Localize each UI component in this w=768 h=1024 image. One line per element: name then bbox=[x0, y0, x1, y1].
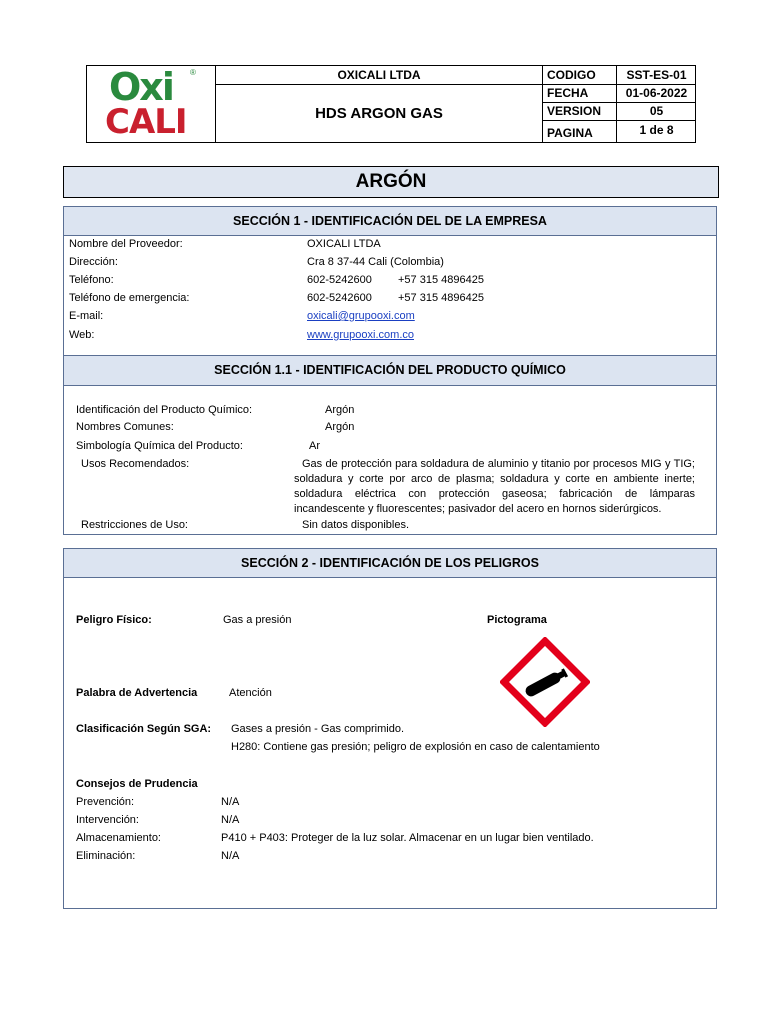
signal-word-label: Palabra de Advertencia bbox=[76, 687, 198, 699]
recommended-uses-label: Usos Recomendados: bbox=[81, 458, 190, 470]
meta-key: CODIGO bbox=[543, 66, 617, 84]
gas-cylinder-icon bbox=[500, 637, 590, 727]
meta-value: 01-06-2022 bbox=[625, 86, 688, 100]
logo-cali-text: CALI bbox=[105, 102, 187, 142]
ghs-classification-label: Clasificación Según SGA: bbox=[76, 723, 212, 735]
logo-oxi-text: Oxi bbox=[109, 65, 173, 109]
emergency-phone-value: 602-5242600 bbox=[307, 292, 372, 304]
meta-value: 1 de 8 bbox=[639, 123, 674, 137]
meta-row-fecha bbox=[543, 85, 696, 103]
signal-word-value: Atención bbox=[229, 687, 272, 699]
section-1-heading: SECCIÓN 1 - IDENTIFICACIÓN DEL DE LA EMPRESA bbox=[64, 207, 716, 236]
address-label: Dirección: bbox=[69, 256, 118, 268]
use-restrictions-value: Sin datos disponibles. bbox=[302, 519, 410, 531]
address-value: Cra 8 37-44 Cali (Colombia) bbox=[307, 256, 444, 268]
meta-key: FECHA bbox=[543, 85, 617, 102]
meta-value: 05 bbox=[649, 104, 664, 118]
mobile-value: +57 315 4896425 bbox=[398, 274, 484, 286]
physical-hazard-value: Gas a presión bbox=[223, 614, 292, 626]
provider-value: OXICALI LTDA bbox=[307, 238, 381, 250]
provider-label: Nombre del Proveedor: bbox=[69, 238, 183, 250]
meta-key: PAGINA bbox=[543, 121, 617, 142]
meta-row-pagina bbox=[543, 121, 696, 142]
disposal-label: Eliminación: bbox=[76, 850, 136, 862]
disposal-value: N/A bbox=[221, 850, 240, 862]
common-names-label: Nombres Comunes: bbox=[76, 421, 174, 433]
product-id-value: Argón bbox=[325, 404, 355, 416]
phone-value: 602-5242600 bbox=[307, 274, 372, 286]
chemical-symbol-label: Simbología Química del Producto: bbox=[76, 440, 243, 452]
precautionary-advice-heading: Consejos de Prudencia bbox=[76, 778, 198, 790]
main-title: ARGÓN bbox=[63, 166, 719, 198]
storage-value: P410 + P403: Proteger de la luz solar. Almacenar en un lugar bien ventilado. bbox=[221, 832, 594, 844]
use-restrictions-label: Restricciones de Uso: bbox=[81, 519, 188, 531]
web-link[interactable]: www.grupooxi.com.co bbox=[307, 329, 414, 341]
chemical-symbol-value: Ar bbox=[309, 440, 320, 452]
phone-label: Teléfono: bbox=[69, 274, 114, 286]
email-label: E-mail: bbox=[69, 310, 104, 322]
company-logo bbox=[87, 66, 216, 142]
logo-registered-mark: ® bbox=[190, 68, 196, 77]
section-2-hazards bbox=[63, 548, 717, 909]
storage-label: Almacenamiento: bbox=[76, 832, 161, 844]
intervention-label: Intervención: bbox=[76, 814, 139, 826]
web-label: Web: bbox=[69, 329, 95, 341]
physical-hazard-label: Peligro Físico: bbox=[76, 614, 152, 626]
prevention-label: Prevención: bbox=[76, 796, 135, 808]
document-header bbox=[86, 65, 696, 143]
meta-value: SST-ES-01 bbox=[626, 68, 687, 82]
meta-row-version bbox=[543, 103, 696, 121]
prevention-value: N/A bbox=[221, 796, 240, 808]
common-names-value: Argón bbox=[325, 421, 355, 433]
product-id-label: Identificación del Producto Químico: bbox=[76, 404, 253, 416]
section-1-1-heading: SECCIÓN 1.1 - IDENTIFICACIÓN DEL PRODUCTO QUÍMICO bbox=[64, 356, 716, 386]
section-1-company bbox=[63, 206, 717, 356]
recommended-uses-value: Gas de protección para soldadura de aluminio y titanio por procesos MIG y TIG; soldadura y corte por arco de plasma; soldadura y corte en ambiente inerte; soldadura eléctrica con protección gaseosa; fabricación de lámparas incandescente y fluorescentes; pasivador del acero en hornos siderúrgicos. bbox=[294, 458, 695, 515]
hazard-statement-h280: H280: Contiene gas presión; peligro de explosión en caso de calentamiento bbox=[231, 741, 600, 753]
document-meta-table bbox=[542, 66, 696, 142]
section-2-heading: SECCIÓN 2 - IDENTIFICACIÓN DE LOS PELIGROS bbox=[64, 549, 716, 578]
emergency-mobile-value: +57 315 4896425 bbox=[398, 292, 484, 304]
meta-key: VERSION bbox=[543, 103, 617, 120]
email-link[interactable]: oxicali@grupooxi.com bbox=[307, 310, 415, 322]
section-1-1-product bbox=[63, 355, 717, 535]
ghs-classification-value: Gases a presión - Gas comprimido. bbox=[231, 723, 405, 735]
company-name: OXICALI LTDA bbox=[216, 66, 542, 85]
emergency-phone-label: Teléfono de emergencia: bbox=[69, 292, 190, 304]
pictogram-label: Pictograma bbox=[487, 614, 547, 626]
meta-row-codigo bbox=[543, 66, 696, 85]
document-title: HDS ARGON GAS bbox=[315, 105, 443, 122]
intervention-value: N/A bbox=[221, 814, 240, 826]
